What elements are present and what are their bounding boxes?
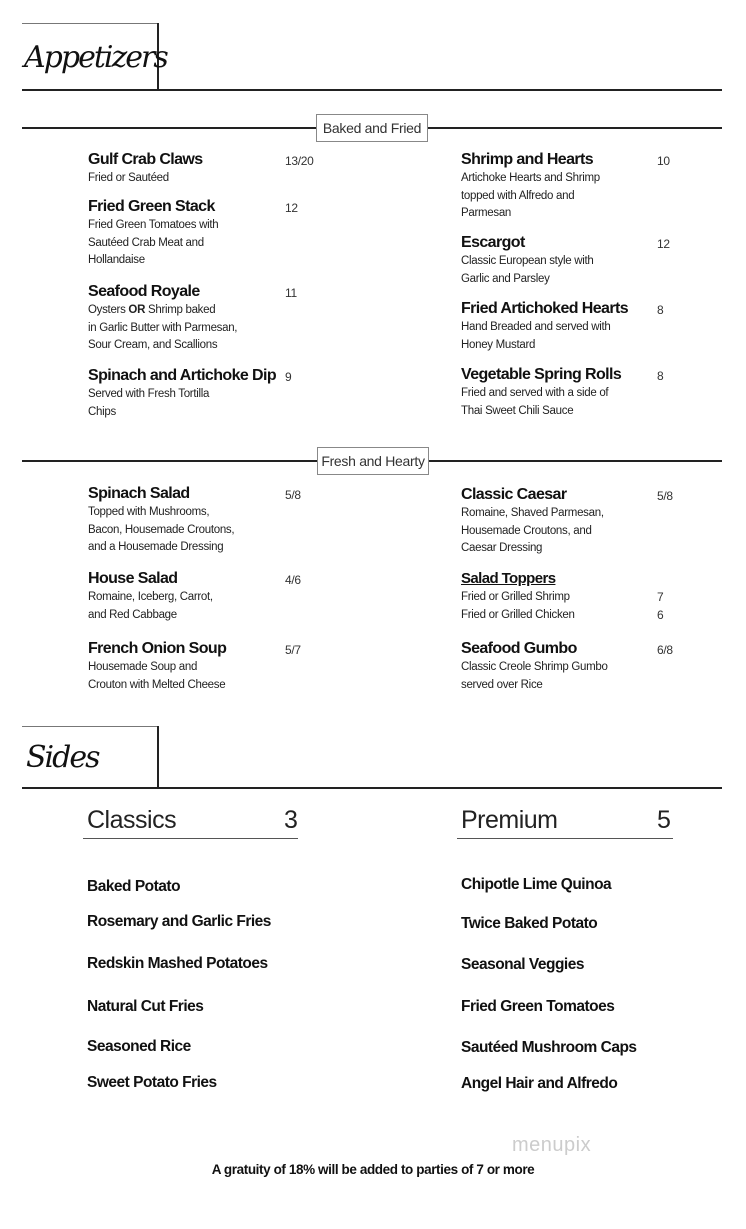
menu-item-price: 13/20 xyxy=(285,154,314,168)
menu-item-price: 5/7 xyxy=(285,643,301,657)
menu-item-description: Fried or Sautéed xyxy=(88,172,169,184)
gratuity-note: A gratuity of 18% will be added to parties of 7 or more xyxy=(211,1162,535,1177)
side-item: Seasonal Veggies xyxy=(461,956,584,973)
menu-item-name: Seafood Royale xyxy=(88,283,200,300)
side-item: Angel Hair and Alfredo xyxy=(461,1075,618,1092)
menu-item-price: 8 xyxy=(657,303,664,317)
menu-item-price: 11 xyxy=(285,286,297,300)
divider xyxy=(22,787,722,789)
menu-item-description: Hand Breaded and served with Honey Mustard xyxy=(461,321,611,351)
section-title-appetizers: Appetizers xyxy=(24,40,167,75)
divider xyxy=(157,726,159,788)
menu-item-description: Fried or Grilled Shrimp Fried or Grilled Chicken xyxy=(461,591,575,621)
menu-item-description: Served with Fresh Tortilla Chips xyxy=(88,388,210,418)
watermark: menupix xyxy=(512,1134,592,1156)
menu-item-description: Fried and served with a side of Thai Sweet Chili Sauce xyxy=(461,387,609,417)
menu-item-name: French Onion Soup xyxy=(88,640,227,657)
subsection-label-fresh-hearty: Fresh and Hearty xyxy=(317,447,429,475)
menu-item-description: Romaine, Iceberg, Carrot, and Red Cabbage xyxy=(88,591,213,621)
menu-item-description: Housemade Soup and Crouton with Melted Cheese xyxy=(88,661,226,691)
menu-item-price: 12 xyxy=(657,237,670,251)
menu-item-description: Classic Creole Shrimp Gumbo served over Rice xyxy=(461,661,608,691)
section-title-sides: Sides xyxy=(26,740,99,775)
menu-item-price: 8 xyxy=(657,369,664,383)
side-item: Sautéed Mushroom Caps xyxy=(461,1039,637,1056)
subsection-label-baked-fried: Baked and Fried xyxy=(316,114,428,142)
side-item: Seasoned Rice xyxy=(87,1038,191,1055)
menu-item-description: Oysters OR Shrimp baked in Garlic Butter with Parmesan, Sour Cream, and Scallions xyxy=(88,304,238,352)
menu-item-price: 10 xyxy=(657,154,670,168)
sides-premium-price: 5 xyxy=(657,806,671,834)
menu-item-description: Artichoke Hearts and Shrimp topped with Alfredo and Parmesan xyxy=(461,172,600,220)
menu-item-name: Classic Caesar xyxy=(461,486,567,503)
menu-item-name: Fried Artichoked Hearts xyxy=(461,300,628,317)
side-item: Twice Baked Potato xyxy=(461,915,598,932)
menu-item-description: Topped with Mushrooms, Bacon, Housemade Croutons, and a Housemade Dressing xyxy=(88,506,235,554)
divider xyxy=(83,838,298,839)
menu-item-name: Shrimp and Hearts xyxy=(461,151,594,168)
menu-item-description: Classic European style with Garlic and Parsley xyxy=(461,255,594,285)
menu-item-price: 6 xyxy=(657,608,664,622)
side-item: Redskin Mashed Potatoes xyxy=(87,955,268,972)
menu-item-name: Seafood Gumbo xyxy=(461,640,577,657)
sides-classics-price: 3 xyxy=(284,806,298,834)
divider xyxy=(22,23,158,24)
side-item: Baked Potato xyxy=(87,878,181,895)
divider xyxy=(22,726,158,727)
menu-item-name: Escargot xyxy=(461,234,525,251)
menu-item-price: 12 xyxy=(285,201,298,215)
side-item: Sweet Potato Fries xyxy=(87,1074,217,1091)
sides-classics-heading: Classics xyxy=(87,806,177,834)
menu-item-price: 6/8 xyxy=(657,643,673,657)
menu-item-name: Spinach Salad xyxy=(88,485,190,502)
divider xyxy=(457,838,673,839)
side-item: Fried Green Tomatoes xyxy=(461,998,615,1015)
menu-item-name: Salad Toppers xyxy=(461,570,556,587)
menu-item-price: 5/8 xyxy=(285,488,301,502)
menu-item-price: 7 xyxy=(657,590,664,604)
side-item: Rosemary and Garlic Fries xyxy=(87,913,271,930)
menu-item-price: 4/6 xyxy=(285,573,301,587)
menu-item-name: Vegetable Spring Rolls xyxy=(461,366,622,383)
sides-premium-heading: Premium xyxy=(461,806,558,834)
menu-item-description: Fried Green Tomatoes with Sautéed Crab Meat and Hollandaise xyxy=(88,219,219,267)
menu-item-description: Romaine, Shaved Parmesan, Housemade Croutons, and Caesar Dressing xyxy=(461,507,604,555)
menu-item-name: Fried Green Stack xyxy=(88,198,215,215)
divider xyxy=(22,89,722,91)
menu-item-price: 5/8 xyxy=(657,489,673,503)
side-item: Natural Cut Fries xyxy=(87,998,204,1015)
menu-item-name: Spinach and Artichoke Dip xyxy=(88,367,276,384)
menu-item-name: Gulf Crab Claws xyxy=(88,151,203,168)
menu-item-price: 9 xyxy=(285,370,292,384)
menu-item-name: House Salad xyxy=(88,570,178,587)
side-item: Chipotle Lime Quinoa xyxy=(461,876,612,893)
